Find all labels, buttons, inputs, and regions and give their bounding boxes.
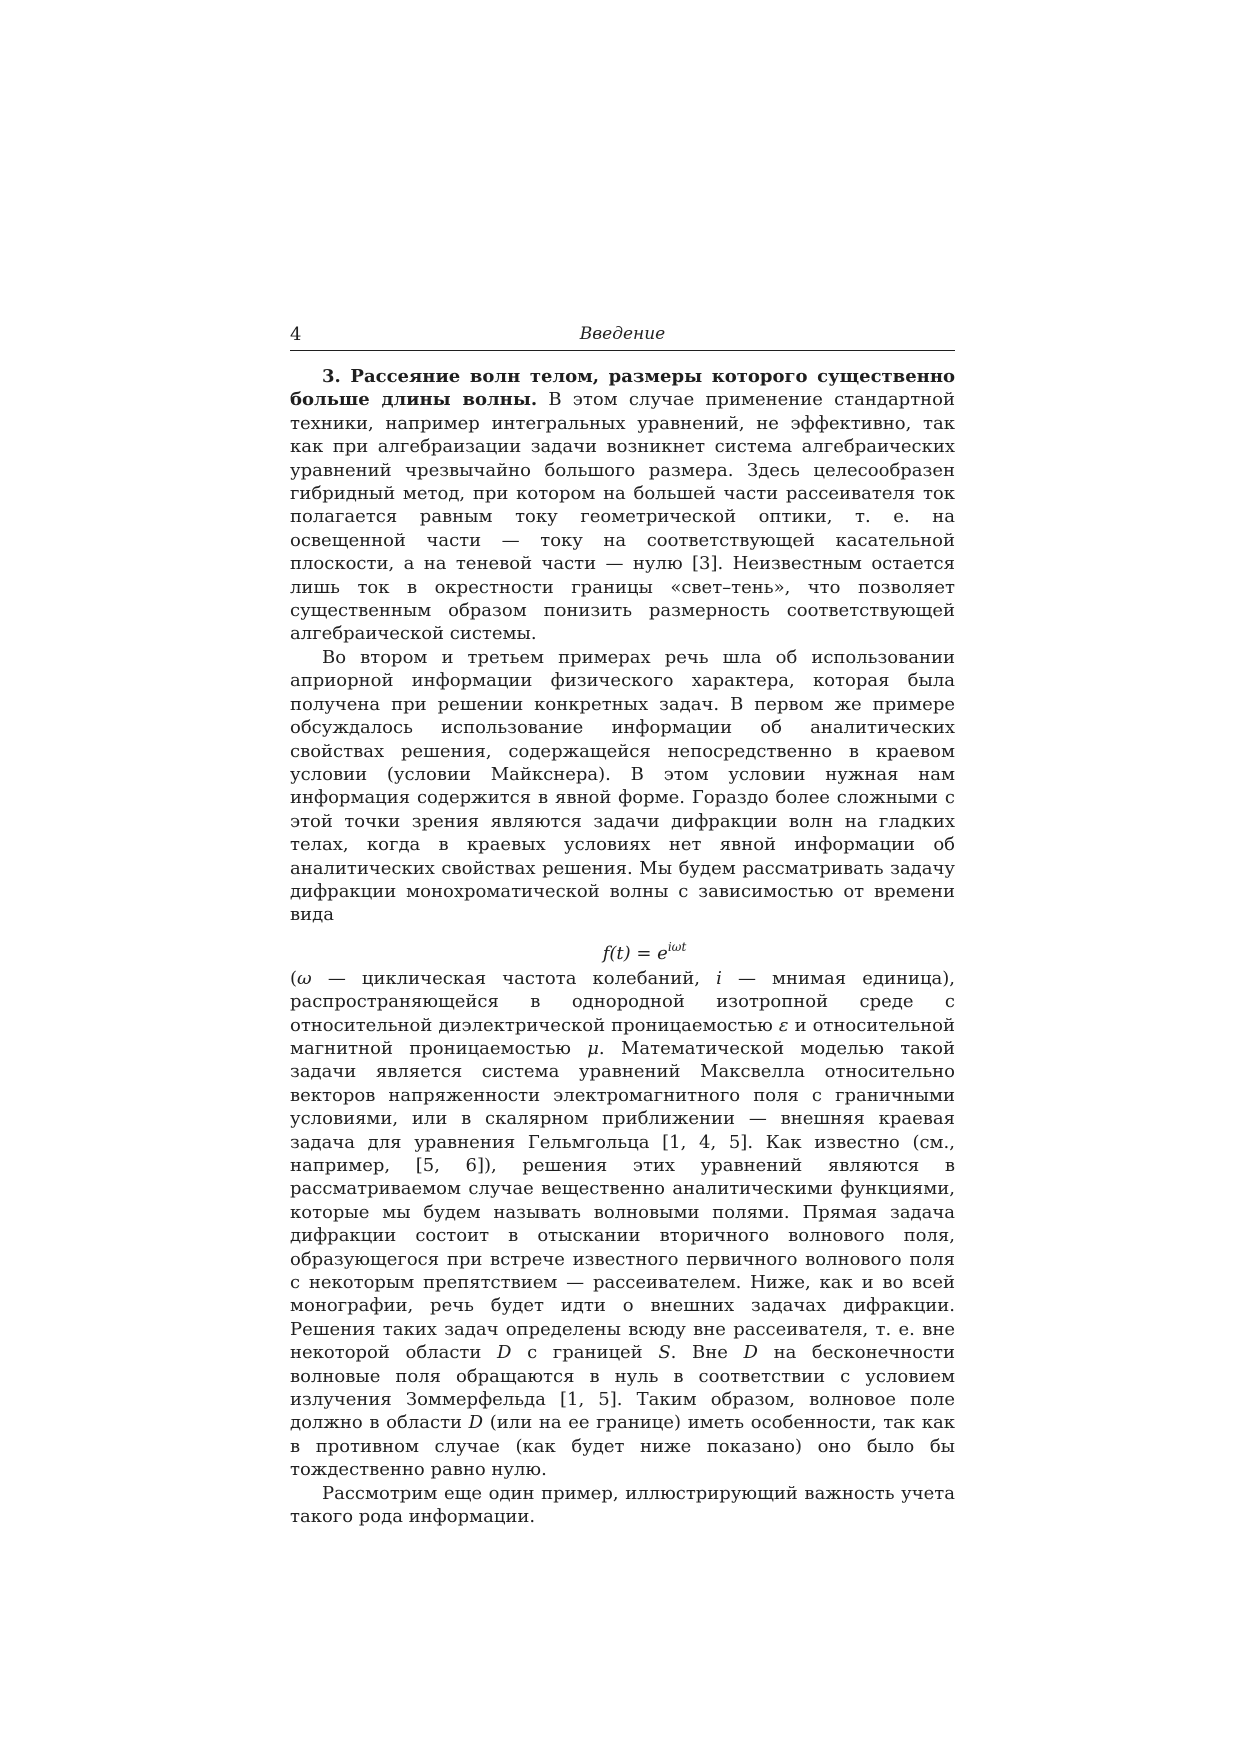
text-run: . Вне [670,1342,744,1364]
running-header [290,323,955,351]
paragraph-wave-fields [290,967,955,1482]
formula-exponent: iωt [667,939,687,954]
math-D: D [468,1412,484,1434]
math-mu: μ [587,1037,599,1059]
page-number: 4 [290,324,302,345]
formula-lhs: f(t) = e [602,942,668,964]
math-epsilon: ε [778,1014,789,1036]
paragraph-another-example: Рассмотрим еще один пример, иллюстрирующий важность учета такого рода информации. [290,1482,955,1528]
math-D: D [497,1342,512,1364]
text-run: — мнимая единица), распространяющейся в однородной изотропной среде с относительной диэлектрической проницаемостью [290,967,955,1036]
text-run: . Математической моделью такой задачи является система уравнений Максвелла относительно векторов напряженности электромагнитного поля с граничными условиями, или в скалярном приближении — внешняя краевая задача для уравнения Гельмгольца [1, 4, 5]. Как известно (см., например, [5, 6]), решения этих уравнений являются в рассматриваемом случае вещественно аналитическими функциями, которые мы будем называть волновыми полями. Прямая задача дифракции состоит в отыскании вторичного волнового поля, образующегося при встрече известного первичного волнового поля с некоторым препятствием — рассеивателем. Ниже, как и во всей монографии, речь будет идти о внешних задачах дифракции. Решения таких задач определены всюду вне рассеивателя, т. е. вне некоторой области [290,1037,955,1364]
text-run: на бесконечности волновые поля обращаются в нуль в соответствии с условием излучения Зоммерфельда [1, 5]. Таким образом, волновое поле должно в области [290,1342,956,1434]
text-run: с границей [511,1342,659,1364]
math-D: D [743,1342,758,1364]
text-run: и относительной магнитной проницаемостью [290,1014,955,1059]
math-omega: ω [297,967,312,989]
text-run: — циклическая частота колебаний, [311,967,717,989]
paragraph-a-priori-information: Во втором и третьем примерах речь шла об использовании априорной информации физического характера, которая была получена при решении конкретных задач. В первом же примере обсуждалось использование информации об аналитических свойствах решения, содержащейся непосредственно в краевом условии (условии Майкснера). В этом условии нужная нам информация содержится в явной форме. Гораздо более сложными с этой точки зрения являются задачи дифракции волн на гладких телах, когда в краевых условиях нет явной информации об аналитических свойствах решения. Мы будем рассматривать задачу дифракции монохроматической волны с зависимостью от времени вида [290,646,955,926]
text-run: ( [290,967,298,989]
text-run: (или на ее границе) иметь особенности, так как в противном случае (как будет ниже показано) оно было бы тождественно равно нулю. [290,1412,956,1481]
math-S: S [658,1342,671,1364]
book-page [290,323,955,1529]
paragraph-text: В этом случае применение стандартной техники, например интегральных уравнений, не эффективно, так как при алгебраизации задачи возникнет система алгебраических уравнений чрезвычайно большого размера. Здесь целесообразен гибридный метод, при котором на большей части рассеивателя ток полагается равным току геометрической оптики, т. е. на освещенной части — току на соответствующей касательной плоскости, а на теневой части — нулю [3]. Неизвестным остается лишь ток в окрестности границы «свет–тень», что позволяет существенным образом понизить размерность соответствующей алгебраической системы. [290,389,955,645]
section-lead: 3. Рассеяние волн телом, размеры которого существенно больше длины волны. [290,366,955,411]
paragraph-scattering-large-body [290,365,955,646]
time-dependence-formula [334,927,955,967]
math-i: i [716,967,722,989]
running-title: Введение [579,324,666,344]
